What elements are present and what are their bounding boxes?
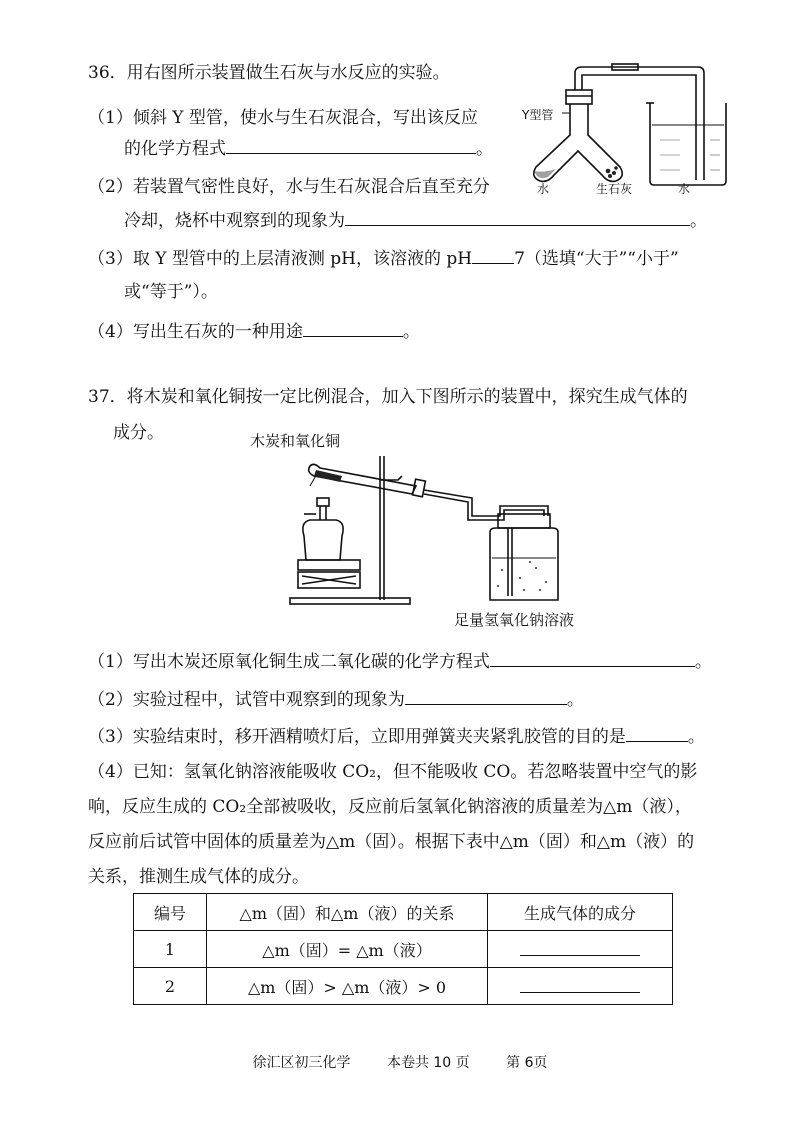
q36-part1-prefix: 的化学方程式 (124, 139, 226, 159)
q37-part4-line1: （4）已知：氢氧化钠溶液能吸收 CO₂，但不能吸收 CO。若忽略装置中空气的影 (88, 762, 698, 782)
q37-answer-blank-3[interactable] (626, 723, 688, 742)
q37-answer-blank-1[interactable] (490, 648, 695, 667)
row-number: 1 (134, 931, 207, 968)
q36-part1-suffix: 。 (476, 139, 493, 159)
q37-part4-line4: 关系，推测生成气体的成分。 (88, 867, 309, 887)
label-charcoal-copper-oxide: 木炭和氧化铜 (250, 432, 341, 450)
q36-answer-blank-2[interactable] (345, 207, 690, 226)
label-quicklime: 生石灰 (596, 182, 633, 196)
table-answer-blank-2[interactable] (520, 976, 640, 993)
q36-part3-line2: 或“等于”）。 (124, 282, 218, 302)
page-footer (0, 1052, 800, 1072)
footer-page-number: 第 6页 (506, 1055, 548, 1071)
q37-part3-prefix: （3）实验结束时，移开酒精喷灯后，立即用弹簧夹夹紧乳胶管的目的是 (88, 727, 626, 747)
row-relation: △m（固）> △m（液）> 0 (207, 968, 488, 1005)
q36-part4-prefix: （4）写出生石灰的一种用途 (88, 322, 303, 342)
q37-answer-blank-2[interactable] (405, 686, 567, 705)
q37-part3 (88, 723, 705, 749)
row-relation: △m（固）= △m（液） (207, 931, 488, 968)
q36-part3-prefix: （3）取 Y 型管中的上层清液测 pH，该溶液的 pH (88, 249, 473, 269)
label-water-right: 水 (678, 182, 691, 196)
q36-title: 36．用右图所示装置做生石灰与水反应的实验。 (88, 63, 450, 83)
q37-part1-prefix: （1）写出木炭还原氧化铜生成二氧化碳的化学方程式 (88, 652, 490, 672)
header-gas-composition: 生成气体的成分 (488, 894, 673, 931)
q36-part2-prefix: 冷却，烧杯中观察到的现象为 (124, 211, 345, 231)
label-naoh-solution: 足量氢氧化钠溶液 (454, 611, 575, 629)
q36-part3-suffix: 7（选填“大于”“小于” (514, 249, 679, 269)
label-y-tube: Y型管 (522, 108, 554, 122)
q36-part1-line2 (124, 135, 493, 161)
q36-answer-blank-3[interactable] (472, 245, 514, 264)
q36-answer-blank-4[interactable] (303, 318, 403, 337)
q37-part2-suffix: 。 (566, 690, 584, 710)
label-water-left: 水 (537, 182, 550, 196)
q36-part3-line1 (88, 245, 679, 271)
q36-part4 (88, 318, 420, 344)
q36-part1-line1: （1）倾斜 Y 型管，使水与生石灰混合，写出该反应 (88, 108, 478, 128)
q36-part2-line1: （2）若装置气密性良好，水与生石灰混合后直至充分 (88, 177, 490, 197)
q37-title-line1: 37．将木炭和氧化铜按一定比例混合，加入下图所示的装置中，探究生成气体的 (88, 387, 688, 407)
header-number: 编号 (134, 894, 207, 931)
table-row (134, 931, 673, 968)
row-answer-cell (488, 931, 673, 968)
q37-part4-line2: 响，反应生成的 CO₂全部被吸收，反应前后氢氧化钠溶液的质量差为△m（液）， (88, 797, 692, 817)
q37-part4-line3: 反应前后试管中固体的质量差为△m（固）。根据下表中△m（固）和△m（液）的 (88, 832, 695, 852)
footer-district: 徐汇区初三化学 (252, 1055, 351, 1071)
q36-answer-blank-1[interactable] (226, 135, 476, 154)
footer-total-pages: 本卷共 10 页 (386, 1055, 470, 1071)
q37-part3-suffix: 。 (687, 727, 705, 747)
table-row (134, 968, 673, 1005)
q37-part1 (88, 648, 712, 674)
header-relation: △m（固）和△m（液）的关系 (207, 894, 488, 931)
q36-part4-suffix: 。 (402, 322, 420, 342)
row-answer-cell (488, 968, 673, 1005)
q37-part2 (88, 686, 584, 712)
q36-part2-suffix: 。 (690, 211, 707, 231)
q37-part1-suffix: 。 (694, 652, 712, 672)
q36-apparatus-diagram (520, 55, 730, 195)
table-answer-blank-1[interactable] (520, 939, 640, 956)
q36-part2-line2 (124, 207, 707, 233)
row-number: 2 (134, 968, 207, 1005)
table-header-row (134, 894, 673, 931)
q37-title-line2: 成分。 (113, 423, 164, 443)
q37-part2-prefix: （2）实验过程中，试管中观察到的现象为 (88, 690, 405, 710)
relationship-table (133, 893, 673, 1005)
q37-apparatus-diagram (280, 450, 570, 610)
